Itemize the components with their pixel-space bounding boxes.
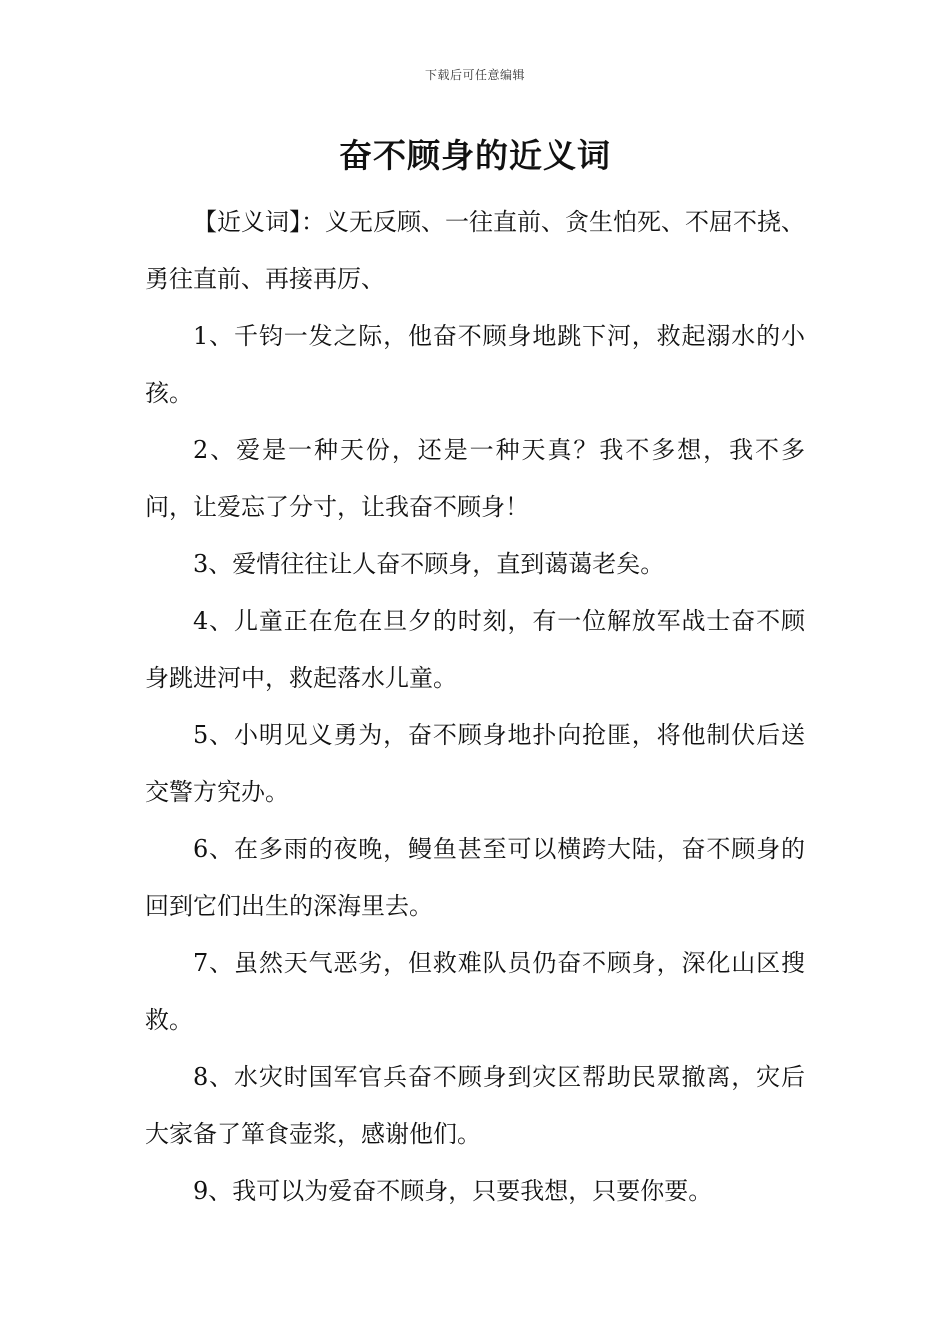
example-sentence-8: 8、水灾时国军官兵奋不顾身到灾区帮助民眾撤离，灾后大家备了箪食壶浆，感谢他们。: [145, 1063, 805, 1148]
example-sentence-5: 5、小明见义勇为，奋不顾身地扑向抢匪，将他制伏后送交警方究办。: [145, 721, 805, 806]
example-sentence-4: 4、儿童正在危在旦夕的时刻，有一位解放军战士奋不顾身跳进河中，救起落水儿童。: [145, 607, 805, 692]
synonyms-paragraph: 【近义词】：义无反顾、一往直前、贪生怕死、不屈不挠、勇往直前、再接再厉、: [145, 208, 805, 293]
example-sentence-1: 1、千钧一发之际，他奋不顾身地跳下河，救起溺水的小孩。: [145, 322, 805, 407]
document-title: 奋不顾身的近义词: [339, 136, 611, 175]
example-sentence-7: 7、虽然天气恶劣，但救难队员仍奋不顾身，深化山区搜救。: [145, 949, 805, 1034]
example-sentence-9: 9、我可以为爱奋不顾身，只要我想，只要你要。: [193, 1177, 713, 1205]
page-header-note: 下载后可任意编辑: [424, 68, 525, 82]
example-sentence-2: 2、爱是一种天份，还是一种天真？我不多想，我不多问，让爱忘了分寸，让我奋不顾身！: [145, 436, 805, 521]
example-sentence-3: 3、爱情往往让人奋不顾身，直到蔼蔼老矣。: [193, 550, 665, 578]
document-body: [145, 194, 805, 1220]
example-sentence-6: 6、在多雨的夜晚，鳗鱼甚至可以横跨大陆，奋不顾身的回到它们出生的深海里去。: [145, 835, 805, 920]
